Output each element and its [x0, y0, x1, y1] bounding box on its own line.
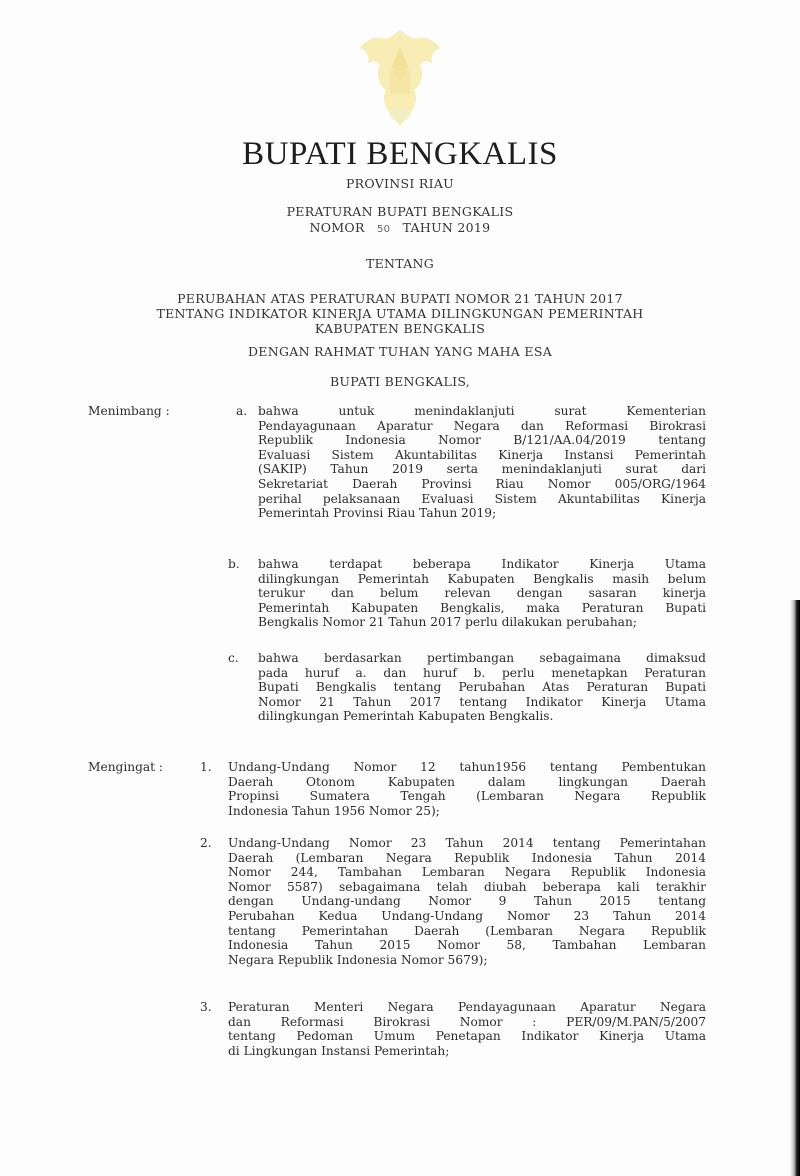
number-label: NOMOR	[309, 220, 365, 235]
text-line: Undang-Undang Nomor 23 Tahun 2014 tentang Pemerintahan	[228, 836, 706, 850]
text-line: di Lingkungan Instansi Pemerintah;	[228, 1043, 450, 1058]
authority: BUPATI BENGKALIS,	[329, 374, 471, 389]
text-line: Nomor 5587) sebagaimana telah diubah beberapa kali terakhir	[228, 879, 706, 894]
mengingat-item-1	[228, 760, 706, 818]
text-line: Pemerintah Kabupaten Bengkalis, maka Peraturan Bupati	[258, 600, 706, 615]
subject-line: TENTANG INDIKATOR KINERJA UTAMA DILINGKUNGAN PEMERINTAH	[156, 306, 644, 321]
text-line: Perubahan Kedua Undang-Undang Nomor 23 Tahun 2014	[228, 908, 706, 923]
text-line: bahwa berdasarkan pertimbangan sebagaimana dimaksud	[258, 651, 706, 665]
text-line: dengan Undang-undang Nomor 9 Tahun 2015 tentang	[228, 894, 706, 909]
text-line: Bupati Bengkalis tentang Perubahan Atas Peraturan Bupati	[258, 680, 706, 695]
year-label: TAHUN 2019	[402, 220, 491, 235]
text-line: Nomor 244, Tambahan Lembaran Negara Republik Indonesia	[228, 865, 706, 880]
text-line: dan Reformasi Birokrasi Nomor : PER/09/M.PAN/5/2007	[228, 1014, 706, 1029]
text-line: Peraturan Menteri Negara Pendayagunaan Aparatur Negara	[228, 1000, 706, 1014]
menimbang-item-c	[258, 651, 706, 724]
subject-line: KABUPATEN BENGKALIS	[314, 321, 486, 336]
text-line: Indonesia Tahun 2015 Nomor 58, Tambahan Lembaran	[228, 938, 706, 953]
text-line: terukur dan belum relevan dengan sasaran kinerja	[258, 586, 706, 601]
scan-edge-shadow	[790, 600, 800, 1176]
handwritten-number: 50	[376, 224, 391, 235]
text-line: Nomor 21 Tahun 2017 tentang Indikator Kinerja Utama	[258, 694, 706, 709]
text-line: tentang Pedoman Umum Penetapan Indikator Kinerja Utama	[228, 1029, 706, 1044]
garuda-emblem-icon	[352, 26, 448, 130]
regulation-number	[0, 220, 800, 235]
text-line: Daerah Otonom Kabupaten dalam lingkungan Daerah	[228, 774, 706, 789]
text-line: perihal pelaksanaan Evaluasi Sistem Akuntabilitas Kinerja	[258, 491, 706, 506]
item-marker: 2.	[200, 836, 212, 850]
text-line: Negara Republik Indonesia Nomor 5679);	[228, 952, 488, 967]
regulation-type: PERATURAN BUPATI BENGKALIS	[286, 204, 514, 219]
text-line: dilingkungan Pemerintah Kabupaten Bengkalis masih belum	[258, 571, 706, 586]
text-line: bahwa untuk menindaklanjuti surat Kementerian	[258, 404, 706, 418]
text-line: pada huruf a. dan huruf b. perlu menetapkan Peraturan	[258, 665, 706, 680]
mengingat-item-2	[228, 836, 706, 967]
text-line: Undang-Undang Nomor 12 tahun1956 tentang Pembentukan	[228, 760, 706, 774]
text-line: tentang Pemerintahan Daerah (Lembaran Negara Republik	[228, 923, 706, 938]
text-line: Bengkalis Nomor 21 Tahun 2017 perlu dilakukan perubahan;	[258, 615, 637, 630]
province-name: PROVINSI RIAU	[345, 176, 455, 191]
text-line: Sekretariat Daerah Provinsi Riau Nomor 005/ORG/1964	[258, 476, 706, 491]
text-line: Evaluasi Sistem Akuntabilitas Kinerja Instansi Pemerintah	[258, 447, 706, 462]
item-marker: b.	[228, 557, 240, 571]
menimbang-label: Menimbang :	[88, 404, 170, 418]
text-line: Indonesia Tahun 1956 Nomor 25);	[228, 803, 440, 818]
subject-line: PERUBAHAN ATAS PERATURAN BUPATI NOMOR 21 TAHUN 2017	[177, 291, 623, 306]
invocation: DENGAN RAHMAT TUHAN YANG MAHA ESA	[247, 344, 553, 359]
item-marker: 3.	[200, 1000, 212, 1014]
text-line: Republik Indonesia Nomor B/121/AA.04/2019 tentang	[258, 433, 706, 448]
text-line: bahwa terdapat beberapa Indikator Kinerja Utama	[258, 557, 706, 571]
text-line: Daerah (Lembaran Negara Republik Indonesia Tahun 2014	[228, 850, 706, 865]
document-title: BUPATI BENGKALIS	[242, 136, 558, 172]
text-line: dilingkungan Pemerintah Kabupaten Bengkalis.	[258, 709, 554, 724]
mengingat-item-3	[228, 1000, 706, 1058]
item-marker: 1.	[200, 760, 212, 774]
text-line: Propinsi Sumatera Tengah (Lembaran Negara Republik	[228, 789, 706, 804]
text-line: Pendayagunaan Aparatur Negara dan Reformasi Birokrasi	[258, 418, 706, 433]
item-marker: a.	[236, 404, 248, 418]
text-line: (SAKIP) Tahun 2019 serta menindaklanjuti surat dari	[258, 462, 706, 477]
text-line: Pemerintah Provinsi Riau Tahun 2019;	[258, 506, 497, 521]
menimbang-item-b	[258, 557, 706, 630]
about-heading: TENTANG	[365, 256, 435, 271]
mengingat-label: Mengingat :	[88, 760, 164, 774]
menimbang-item-a	[258, 404, 706, 521]
item-marker: c.	[228, 651, 239, 665]
